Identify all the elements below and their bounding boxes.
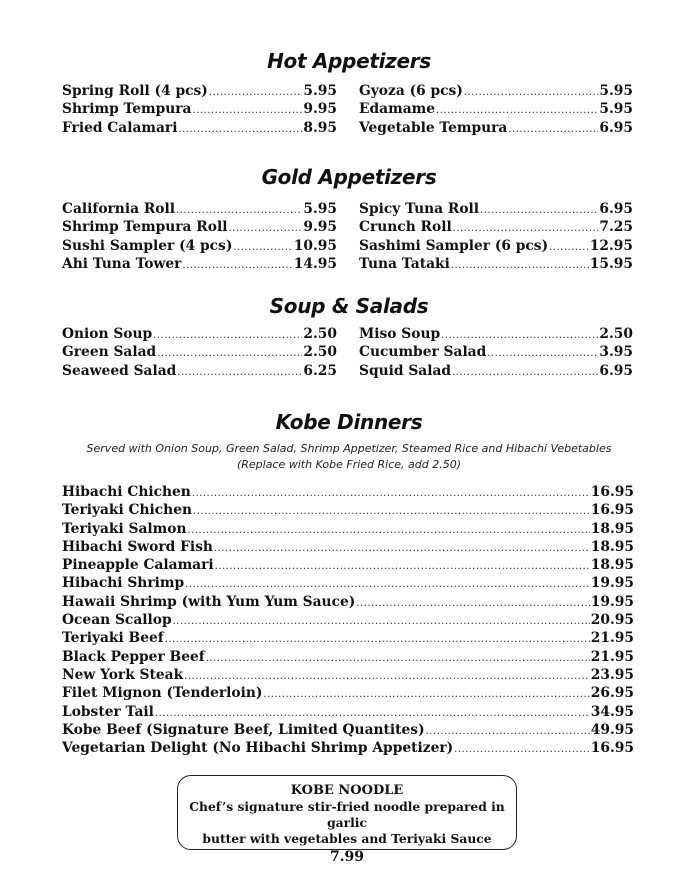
dot-leader: [182, 257, 292, 275]
item-name: Pineapple Calamari: [62, 557, 214, 574]
dot-leader: [192, 485, 590, 503]
item-price: 18.95: [590, 557, 634, 574]
item-price: 6.95: [599, 119, 633, 136]
item-price: 5.95: [599, 101, 633, 118]
item-price: 49.95: [590, 721, 634, 738]
item-name: Seaweed Salad: [62, 362, 177, 379]
kobe-dinners-title: Kobe Dinners: [275, 410, 423, 434]
item-name: Edamame: [359, 101, 436, 118]
dot-leader: [480, 202, 598, 220]
menu-item: [359, 100, 633, 118]
item-name: Teriyaki Salmon: [62, 520, 187, 537]
kobe-dinners-subtitle: [0, 441, 698, 473]
menu-item: [62, 362, 337, 380]
menu-item: [359, 255, 633, 273]
kobe-noodle-description: Chef’s signature stir-fried noodle prepared in garlic: [189, 799, 505, 830]
item-price: 16.95: [590, 484, 634, 500]
menu-item: [62, 666, 634, 684]
item-name: Cucumber Salad: [359, 344, 487, 361]
item-price: 18.95: [590, 538, 634, 555]
item-name: Tuna Tataki: [359, 255, 450, 272]
item-price: 16.95: [590, 740, 634, 757]
menu-item: [62, 648, 634, 666]
soup-salads-left-column: [62, 325, 337, 380]
kobe-dinners-list: [62, 483, 634, 757]
dot-leader: [188, 522, 590, 540]
menu-item: [62, 255, 337, 273]
item-price: 34.95: [590, 703, 634, 720]
gold-appetizers-title: Gold Appetizers: [261, 165, 437, 189]
menu-item: [62, 703, 634, 721]
item-price: 10.95: [293, 237, 337, 254]
menu-item: [359, 200, 633, 218]
item-price: 12.95: [589, 237, 633, 254]
menu-item: [62, 218, 337, 236]
item-name: Sashimi Sampler (6 pcs): [359, 237, 549, 254]
menu-item: [359, 237, 633, 255]
dot-leader: [153, 327, 302, 345]
item-name: Spicy Tuna Roll: [359, 201, 480, 217]
item-price: 2.50: [599, 326, 633, 342]
menu-item: [62, 483, 634, 501]
item-price: 5.95: [599, 83, 633, 99]
item-price: 14.95: [293, 255, 337, 272]
item-price: 26.95: [590, 685, 634, 702]
dot-leader: [487, 345, 598, 363]
dot-leader: [228, 220, 302, 238]
item-name: Hibachi Chichen: [62, 484, 191, 500]
dot-leader: [178, 121, 302, 139]
menu-item: [359, 82, 633, 100]
menu-item: [62, 100, 337, 118]
dot-leader: [451, 257, 589, 275]
item-price: 6.25: [303, 362, 337, 379]
item-name: Fried Calamari: [62, 119, 178, 136]
hot-appetizers-title: Hot Appetizers: [267, 49, 431, 73]
gold-appetizers-right-column: [359, 200, 633, 273]
menu-item: [359, 218, 633, 236]
item-price: 5.95: [303, 83, 337, 99]
menu-item: [62, 538, 634, 556]
item-name: Black Pepper Beef: [62, 648, 205, 665]
menu-item: [62, 739, 634, 757]
menu-item: [62, 82, 337, 100]
item-name: Sushi Sampler (4 pcs): [62, 237, 233, 254]
item-name: Spring Roll (4 pcs): [62, 83, 208, 99]
item-price: 15.95: [589, 255, 633, 272]
soup-salads-title: Soup & Salads: [269, 294, 429, 318]
dot-leader: [233, 239, 292, 257]
item-price: 2.50: [303, 326, 337, 342]
menu-item: [359, 362, 633, 380]
item-price: 21.95: [590, 648, 634, 665]
dot-leader: [173, 613, 590, 631]
item-price: 7.25: [599, 219, 633, 236]
item-name: Hibachi Sword Fish: [62, 538, 213, 555]
item-name: Hibachi Shrimp: [62, 575, 185, 592]
dot-leader: [549, 239, 589, 257]
item-price: 19.95: [590, 575, 634, 592]
menu-item: [359, 325, 633, 343]
dot-leader: [464, 84, 599, 102]
dot-leader: [193, 503, 590, 521]
item-name: Teriyaki Beef: [62, 630, 164, 647]
dot-leader: [215, 558, 590, 576]
menu-item: [62, 556, 634, 574]
item-price: 20.95: [590, 612, 634, 629]
dot-leader: [209, 84, 303, 102]
menu-item: [359, 343, 633, 361]
item-price: 18.95: [590, 520, 634, 537]
menu-item: [62, 520, 634, 538]
item-price: 9.95: [303, 219, 337, 236]
subtitle-line: (Replace with Kobe Fried Rice, add 2.50): [236, 458, 462, 471]
menu-item: [62, 593, 634, 611]
item-name: Vegetarian Delight (No Hibachi Shrimp Appetizer): [62, 740, 454, 757]
kobe-noodle-price: 7.99: [329, 849, 365, 865]
menu-item: [62, 325, 337, 343]
dot-leader: [165, 631, 590, 649]
item-name: Squid Salad: [359, 362, 452, 379]
dot-leader: [508, 121, 598, 139]
item-name: Ocean Scallop: [62, 612, 172, 629]
menu-item: [62, 629, 634, 647]
item-price: 6.95: [599, 201, 633, 217]
menu-item: [62, 611, 634, 629]
dot-leader: [157, 345, 302, 363]
menu-item: [359, 119, 633, 137]
item-name: Crunch Roll: [359, 219, 452, 236]
item-name: Hawaii Shrimp (with Yum Yum Sauce): [62, 593, 356, 610]
kobe-noodle-description: butter with vegetables and Teriyaki Sauce: [202, 831, 492, 846]
dot-leader: [356, 595, 590, 613]
menu-item: [62, 501, 634, 519]
item-price: 2.50: [303, 344, 337, 361]
item-price: 16.95: [590, 502, 634, 519]
item-price: 23.95: [590, 666, 634, 683]
dot-leader: [452, 364, 598, 382]
item-name: Green Salad: [62, 344, 157, 361]
gold-appetizers-left-column: [62, 200, 337, 273]
subtitle-line: Served with Onion Soup, Green Salad, Shrimp Appetizer, Steamed Rice and Hibachi Vebetables: [86, 442, 612, 455]
kobe-noodle-title: KOBE NOODLE: [290, 783, 404, 798]
item-name: Filet Mignon (Tenderloin): [62, 685, 263, 702]
item-name: Kobe Beef (Signature Beef, Limited Quantites): [62, 721, 425, 738]
item-name: Miso Soup: [359, 326, 441, 342]
dot-leader: [193, 102, 303, 120]
item-name: Shrimp Tempura: [62, 101, 192, 118]
item-name: California Roll: [62, 201, 175, 217]
item-name: Ahi Tuna Tower: [62, 255, 182, 272]
item-name: Lobster Tail: [62, 703, 154, 720]
menu-item: [62, 200, 337, 218]
dot-leader: [454, 741, 590, 759]
item-name: Gyoza (6 pcs): [359, 83, 463, 99]
menu-item: [62, 721, 634, 739]
menu-item: [62, 684, 634, 702]
item-name: Vegetable Tempura: [359, 119, 508, 136]
dot-leader: [206, 650, 590, 668]
item-name: Teriyaki Chichen: [62, 502, 193, 519]
item-price: 6.95: [599, 362, 633, 379]
menu-item: [62, 237, 337, 255]
item-name: Onion Soup: [62, 326, 153, 342]
dot-leader: [177, 364, 302, 382]
item-name: Shrimp Tempura Roll: [62, 219, 228, 236]
item-price: 5.95: [303, 201, 337, 217]
menu-item: [62, 574, 634, 592]
item-price: 9.95: [303, 101, 337, 118]
item-price: 8.95: [303, 119, 337, 136]
menu-item: [62, 343, 337, 361]
hot-appetizers-right-column: [359, 82, 633, 137]
dot-leader: [263, 686, 589, 704]
menu-item: [62, 119, 337, 137]
hot-appetizers-left-column: [62, 82, 337, 137]
soup-salads-right-column: [359, 325, 633, 380]
item-price: 3.95: [599, 344, 633, 361]
item-price: 21.95: [590, 630, 634, 647]
item-name: New York Steak: [62, 666, 184, 683]
item-price: 19.95: [590, 593, 634, 610]
kobe-noodle-box: [177, 775, 517, 865]
dot-leader: [214, 540, 590, 558]
